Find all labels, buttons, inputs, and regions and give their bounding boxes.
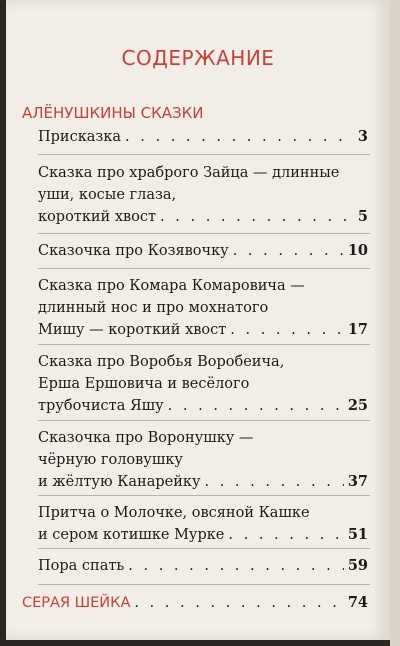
toc-entry [38,351,368,417]
toc-entry-line [38,555,368,577]
page-number: 17 [347,321,368,338]
toc-entry-line: Сказка про храброго Зайца — длинные [38,165,340,181]
toc-entry [38,162,368,228]
toc-section-entry [22,592,368,614]
toc-entry-line [22,592,368,614]
dot-leader [230,319,344,341]
page-number: 10 [347,242,368,259]
toc-entry [38,427,368,493]
dot-leader [134,592,343,614]
divider [38,154,370,155]
toc-entry-title: Мишу — короткий хвост [38,322,227,338]
toc-entry-title: Пора спать [38,558,125,574]
toc-entry [38,555,368,577]
toc-entry [38,275,368,341]
page-edge [390,0,400,646]
dot-leader [160,206,354,228]
toc-entry-title: и сером котишке Мурке [38,527,225,543]
divider [38,548,370,549]
dot-leader [125,126,354,148]
toc-entry-line [38,319,368,341]
page-number: 37 [347,473,368,490]
divider [38,495,370,496]
toc-entry-line [38,240,368,262]
toc-entry [38,502,368,546]
toc-entry-line: уши, косые глаза, [38,187,177,203]
dot-leader [128,555,344,577]
toc-entry-line [38,126,368,148]
divider [38,584,370,585]
toc-entry-line: Ерша Ершовича и весёлого [38,376,250,392]
page-number: 59 [347,557,368,574]
toc-entry [38,240,368,262]
toc-entry-title: Сказочка про Козявочку [38,243,229,259]
toc-entry-line [38,395,368,417]
page-number: 5 [357,208,368,225]
section-title-alenushka: АЛЁНУШКИНЫ СКАЗКИ [22,104,204,122]
page-number: 74 [347,594,368,611]
page-number: 25 [347,397,368,414]
page-number: 51 [347,526,368,543]
divider [38,268,370,269]
section-title-gray-neck: СЕРАЯ ШЕЙКА [22,595,131,611]
dot-leader [228,524,343,546]
toc-entry-title: трубочиста Яшу [38,398,164,414]
toc-entry-line: Притча о Молочке, овсяной Кашке [38,505,310,521]
toc-entry-line: Сказочка про Воронушку — [38,430,254,446]
toc-entry [38,126,368,148]
divider [38,233,370,234]
toc-entry-line [38,206,368,228]
toc-entry-line: чёрную головушку [38,452,183,468]
toc-entry-line: Сказка про Комара Комаровича — [38,278,305,294]
dot-leader [168,395,344,417]
divider [38,420,370,421]
page-title: СОДЕРЖАНИЕ [121,46,275,70]
toc-entry-line: Сказка про Воробья Воробеича, [38,354,285,370]
toc-entry-line [38,524,368,546]
toc-entry-line [38,471,368,493]
toc-entry-title: Присказка [38,129,122,145]
toc-entry-line: длинный нос и про мохнатого [38,300,269,316]
divider [38,344,370,345]
dot-leader [233,240,344,262]
page-number: 3 [357,128,368,145]
toc-entry-title: короткий хвост [38,209,157,225]
dot-leader [205,471,344,493]
toc-entry-title: и жёлтую Канарейку [38,474,201,490]
book-page [6,0,390,640]
